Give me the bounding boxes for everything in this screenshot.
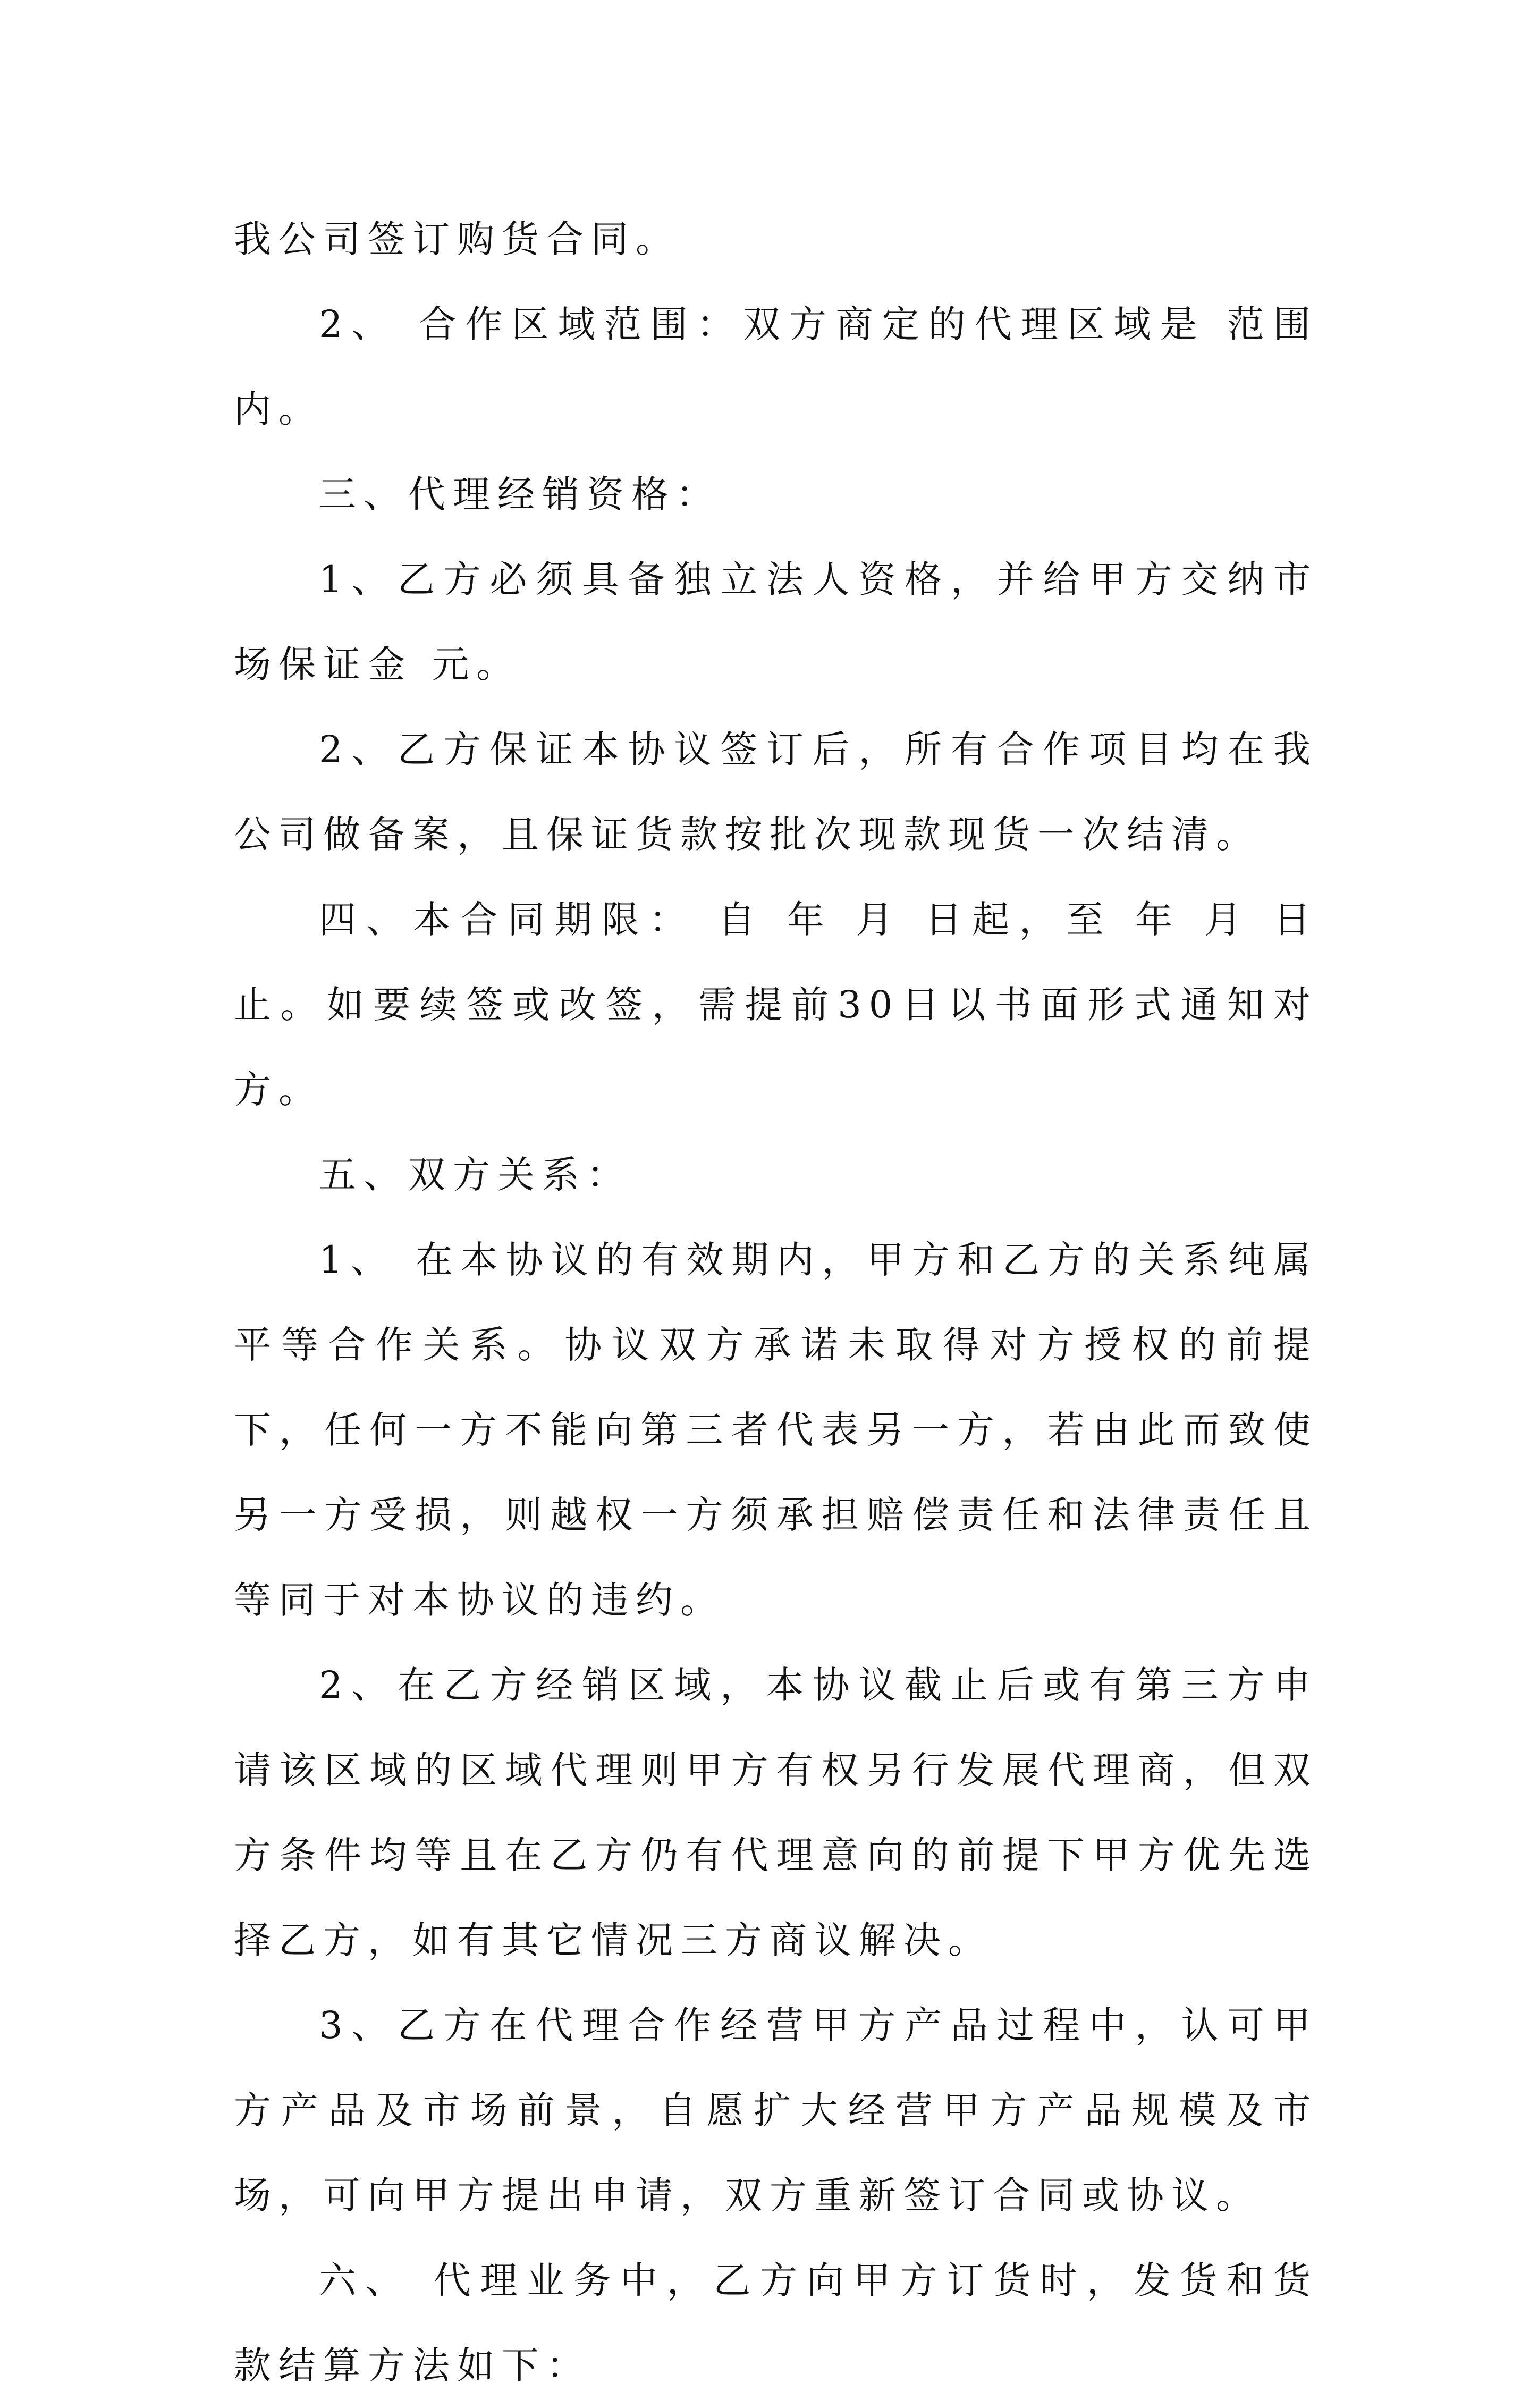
paragraph-payment-guarantee: 2、乙方保证本协议签订后，所有合作项目均在我公司做备案，且保证货款按批次现款现货一次结清。: [234, 728, 1318, 856]
paragraph-legal-entity: 1、乙方必须具备独立法人资格，并给甲方交纳市场保证金 元。: [234, 558, 1318, 686]
paragraph-equal-cooperation: 1、 在本协议的有效期内，甲方和乙方的关系纯属平等合作关系。协议双方承诺未取得对方授权的前提下，任何一方不能向第三者代表另一方，若由此而致使另一方受损，则越权一方须承担赔偿责任和法律责任且等同于对本协议的违约。: [234, 1238, 1318, 1622]
document-body: [234, 197, 1318, 2408]
paragraph-expansion: 3、乙方在代理合作经营甲方产品过程中，认可甲方产品及市场前景，自愿扩大经营甲方产品规模及市场，可向甲方提出申请，双方重新签订合同或协议。: [234, 2003, 1318, 2217]
section-heading-relationship: 五、双方关系：: [319, 1153, 631, 1197]
paragraph-cooperation-area: 2、 合作区域范围：双方商定的代理区域是 范围内。: [234, 302, 1318, 431]
paragraph-continuation: 我公司签订购货合同。: [234, 217, 680, 261]
paragraph-contract-term: 四、本合同期限： 自 年 月 日起，至 年 月 日止。如要续签或改签，需提前30日以书面形式通知对方。: [234, 898, 1318, 1112]
paragraph-regional-agency: 2、在乙方经销区域，本协议截止后或有第三方申请该区域的区域代理则甲方有权另行发展代理商，但双方条件均等且在乙方仍有代理意向的前提下甲方优先选择乙方，如有其它情况三方商议解决。: [234, 1663, 1318, 1962]
paragraph-ordering-settlement: 六、 代理业务中，乙方向甲方订货时，发货和货款结算方法如下：: [234, 2259, 1318, 2387]
section-heading-qualification: 三、代理经销资格：: [319, 473, 721, 516]
